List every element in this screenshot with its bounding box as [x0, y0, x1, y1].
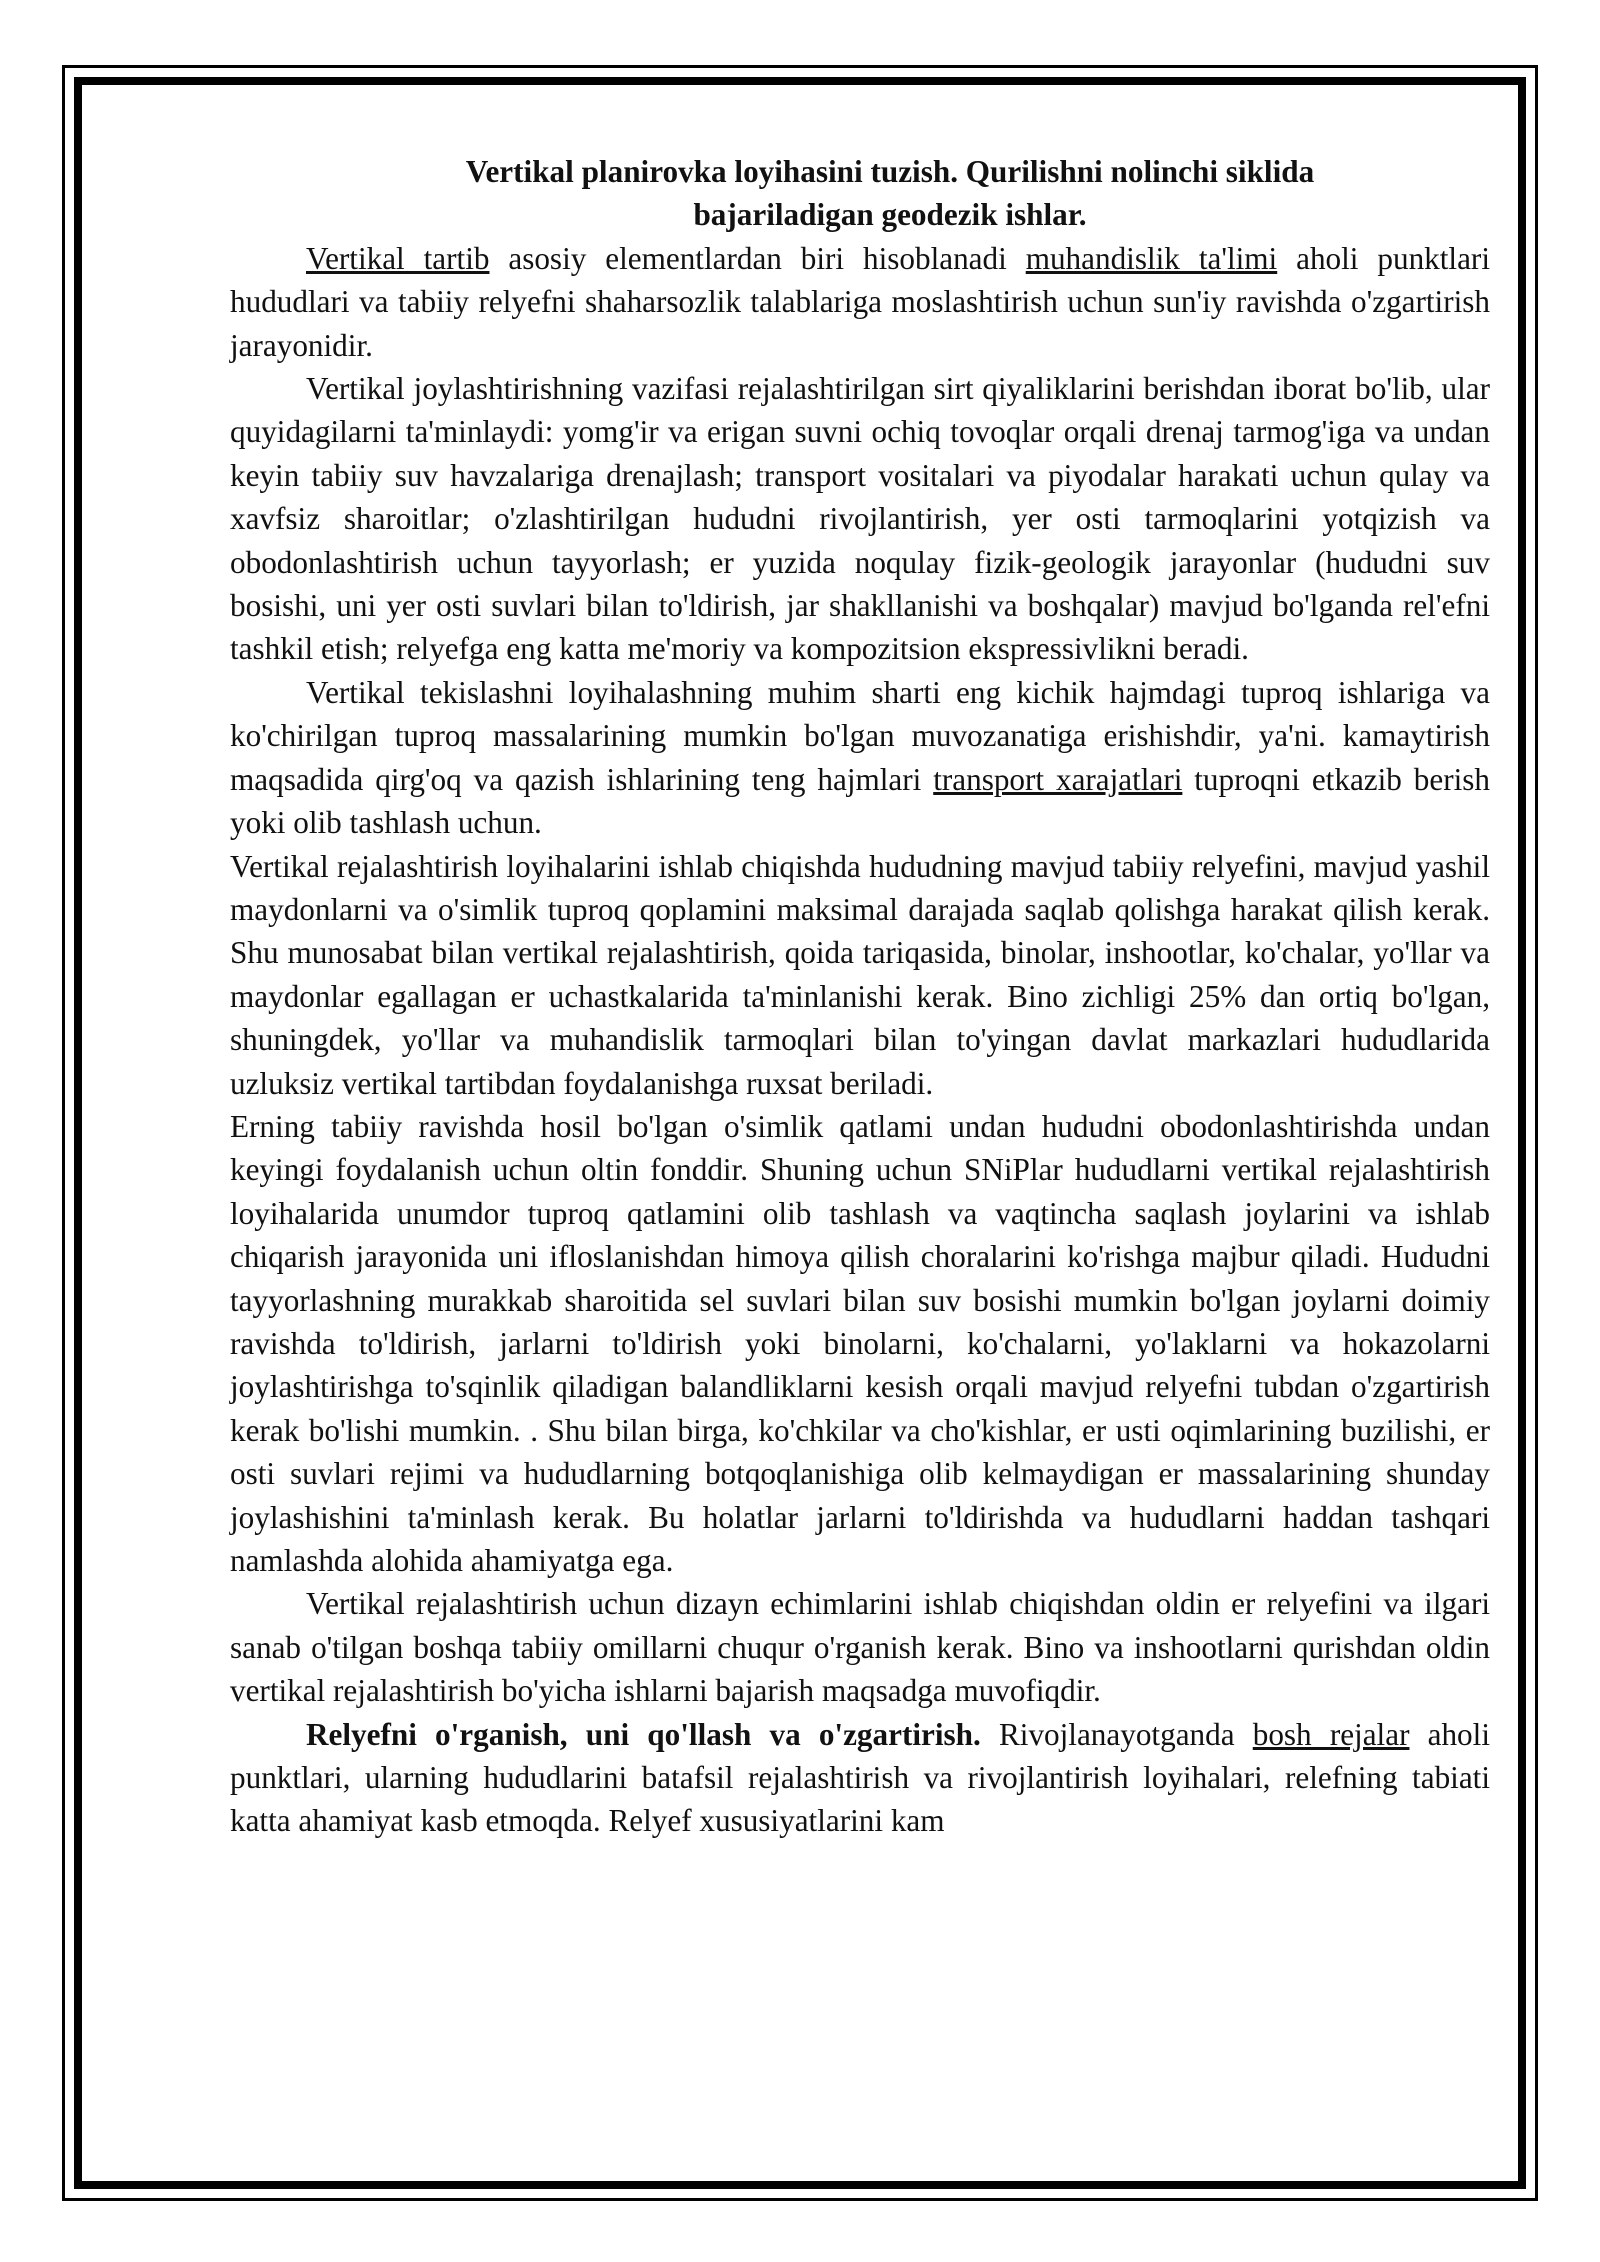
- paragraph-1: [230, 237, 1490, 367]
- link-bosh-rejalar[interactable]: bosh rejalar: [1252, 1716, 1410, 1752]
- paragraph-2: Vertikal joylashtirishning vazifasi rejalashtirilgan sirt qiyaliklarini berishdan iborat bo'lib, ular quyidagilarni ta'minlaydi: yomg'ir va erigan suvni ochiq tovoqlar orqali drenaj tarmog'iga va undan keyin tabiiy suv havzalariga drenajlash; transport vositalari va piyodalar harakati uchun qulay va xavfsiz sharoitlar; o'zlashtirilgan hududni rivojlantirish, yer osti tarmoqlarini yotqizish va obodonlashtirish uchun tayyorlash; er yuzida noqulay fizik-geologik jarayonlar (hududni suv bosishi, uni yer osti suvlari bilan to'ldirish, jar shakllanishi va boshqalar) mavjud bo'lganda rel'efni tashkil etish; relyefga eng katta me'moriy va kompozitsion ekspressivlikni beradi.: [230, 371, 1490, 667]
- paragraph-7-text-b: aholi punktlari, ularning hududlarini batafsil rejalashtirish va rivojlantirish loyihalari, relefning tabiati katta ahamiyat kasb etmoqda. Relyef xususiyatlarini kam: [230, 1716, 1490, 1839]
- link-muhandislik-talimi[interactable]: muhandislik ta'limi: [1025, 240, 1278, 276]
- paragraph-6: Vertikal rejalashtirish uchun dizayn echimlarini ishlab chiqishdan oldin er relyefini va ilgari sanab o'tilgan boshqa tabiiy omillarni chuqur o'rganish kerak. Bino va inshootlarni qurishdan oldin vertikal rejalashtirish bo'yicha ishlarni bajarish maqsadga muvofiqdir.: [230, 1586, 1490, 1709]
- title-line-2: bajariladigan geodezik ishlar.: [693, 197, 1087, 233]
- paragraph-3: [230, 671, 1490, 845]
- paragraph-7: [230, 1713, 1490, 1843]
- paragraph-3-text-b: tuproqni etkazib berish yoki olib tashlash uchun.: [230, 761, 1490, 841]
- paragraph-1-text-b: aholi punktlari hududlari va tabiiy relyefni shaharsozlik talablariga moslashtirish uchun sun'iy ravishda o'zgartirish jarayonidir.: [230, 240, 1490, 363]
- section-heading: Relyefni o'rganish, uni qo'llash va o'zgartirish.: [306, 1716, 981, 1752]
- document-body: [230, 150, 1490, 1843]
- paragraph-5: Erning tabiiy ravishda hosil bo'lgan o'simlik qatlami undan hududni obodonlashtirishda undan keyingi foydalanish uchun oltin fonddir. Shuning uchun SNiPlar hududlarni vertikal rejalashtirish loyihalarida unumdor tuproq qatlamini olib tashlash va vaqtincha saqlash joylarini va ishlab chiqarish jarayonida uni ifloslanishdan himoya qilish choralarini ko'rishga majbur qiladi. Hududni tayyorlashning murakkab sharoitida sel suvlari bilan suv bosishi mumkin bo'lgan joylarni doimiy ravishda to'ldirish, jarlarni to'ldirish yoki binolarni, ko'chalarni, yo'laklarni va hokazolarni joylashtirishga to'sqinlik qiladigan balandliklarni kesish orqali mavjud relyefni tubdan o'zgartirish kerak bo'lishi mumkin. . Shu bilan birga, ko'chkilar va cho'kishlar, er usti oqimlarining buzilishi, er osti suvlari rejimi va hududlarning botqoqlanishiga olib kelmaydigan er massalarining shunday joylashishini ta'minlash kerak. Bu holatlar jarlarni to'ldirishda va hududlarni haddan tashqari namlashda alohida ahamiyatga ega.: [230, 1108, 1490, 1578]
- paragraph-3-text-a: Vertikal tekislashni loyihalashning muhim sharti eng kichik hajmdagi tuproq ishlariga va ko'chirilgan tuproq massalarining mumkin bo'lgan muvozanatiga erishishdir, ya'ni. kamaytirish maqsadida qirg'oq va qazish ishlarining teng hajmlari: [230, 674, 1490, 797]
- link-vertikal-tartib[interactable]: Vertikal tartib: [306, 240, 490, 276]
- link-transport-xarajatlari[interactable]: transport xarajatlari: [933, 761, 1183, 797]
- paragraph-7-text-a: Rivojlanayotganda: [980, 1716, 1253, 1752]
- paragraph-1-text-a: asosiy elementlardan biri hisoblanadi: [489, 240, 1026, 276]
- title-line-1: Vertikal planirovka loyihasini tuzish. Qurilishni nolinchi siklida: [465, 154, 1315, 189]
- document-title: [230, 150, 1490, 237]
- paragraph-4: Vertikal rejalashtirish loyihalarini ishlab chiqishda hududning mavjud tabiiy relyefini, mavjud yashil maydonlarni va o'simlik tuproq qoplamini maksimal darajada saqlab qolishga harakat qilish kerak. Shu munosabat bilan vertikal rejalashtirish, qoida tariqasida, binolar, inshootlar, ko'chalar, yo'llar va maydonlar egallagan er uchastkalarida ta'minlanishi kerak. Bino zichligi 25% dan ortiq bo'lgan, shuningdek, yo'llar va muhandislik tarmoqlari bilan to'yingan davlat markazlari hududlarida uzluksiz vertikal tartibdan foydalanishga ruxsat beriladi.: [230, 848, 1490, 1101]
